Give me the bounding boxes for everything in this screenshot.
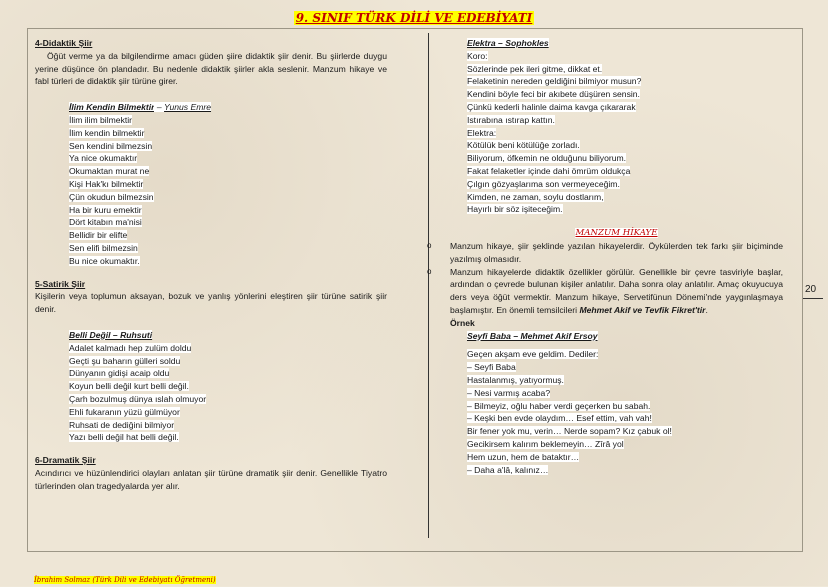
poem-line: Sözlerinde pek ileri gitme, dikkat et. <box>467 63 603 74</box>
footer-author: İbrahim Solmaz (Türk Dili ve Edebiyatı Öğretmeni) <box>34 576 216 584</box>
poem-kendin-bilmektir: İlim Kendin Bilmektir – Yunus Emre İlim ilim bilmektir İlim kendin bilmektir Sen kendini bilmezsin Ya nice okumaktır Okumaktan murat ne Kişi Hak'kı bilmektir Çün okudun bilmezsin Ha bir kuru emektir Dört kitabın ma'nisi Bellidir bir elifte Sen elifi bilmezsin Bu nice okumaktır. <box>69 102 212 266</box>
poem-elektra <box>450 37 783 216</box>
page-number: 20 <box>805 284 817 295</box>
poem-line: Kişi Hak'kı bilmektir <box>69 178 144 189</box>
poem-line: Çılgın gözyaşlarıma son vermeyeceğim. <box>467 178 620 189</box>
poem-title: Belli Değil – Ruhsuti <box>69 329 153 340</box>
bullet-item: o Manzum hikayelerde didaktik özellikler görülür. Genellikle bir çevre tasviriyle başlar, ardından o çevrede bulunan kişiler anlatılır. Daha sonra olay anlatılır. Amaç okuyucuya ders veya öğüt vermektir. Manzum hikaye, Servetifünun Dönemi'nde yaygınlaşmaya başlamıştır. En önemli temsilcileri Mehmet Akif ve Tevfik Fikret'tir. <box>427 266 783 315</box>
section-heading-didaktik: 4-Didaktik Şiir <box>35 38 93 48</box>
poem-line: Çünkü kederli halinle daima kavga çıkararak <box>467 101 636 112</box>
poem-line: Ha bir kuru emektir <box>69 204 142 215</box>
bullet-icon: o <box>427 240 432 250</box>
poem-line: Geçen akşam eve geldim. Dediler: <box>467 349 599 360</box>
poem-line: – Daha a'lâ, kalınız… <box>467 464 549 475</box>
poem-line: Hayırlı bir söz işiteceğim. <box>467 204 563 215</box>
poem-line: Gecikirsem kalırım beklemeyin… Zîrâ yol <box>467 438 624 449</box>
page-number-rule <box>803 298 823 299</box>
poem-line: İlim ilim bilmektir <box>69 114 133 125</box>
section-paragraph-dramatik: Acındırıcı ve hüzünlendirici olayları anlatan şiir türüne dramatik şiir denir. Genellikle Tiyatro türlerinden olan tragedyalarda yer alır. <box>35 467 387 491</box>
section-heading-manzum-hikaye: MANZUM HİKAYE <box>575 228 658 239</box>
example-label: Örnek <box>450 317 475 328</box>
section-heading-satirik: 5-Satirik Şiir <box>35 278 86 289</box>
poem-line: Koyun belli değil kurt belli değil. <box>69 381 189 392</box>
poem-line: Fakat felaketler içinde dahi ömrüm oldukça <box>467 165 631 176</box>
poem-line: Bellidir bir elifte <box>69 230 128 241</box>
poem-line: Bir fener yok mu, verin… Nerde sopam? Kız çabuk ol! <box>467 426 672 437</box>
poem-line: Ruhsati de dediğini bilmiyor <box>69 419 175 430</box>
poem-title: Seyfi Baba – Mehmet Akif Ersoy <box>467 330 598 341</box>
poem-line: Elektra: <box>467 127 497 138</box>
section-paragraph-didaktik: Öğüt verme ya da bilgilendirme amacı güden şiire didaktik şiir denir. Bu şiirlerde duygu yerine düşünce ön plandadır. Bu nedenle didaktik şiirler akla seslenir. Manzum hikaye ve fabl türleri de didaktik şiir türüne girer. <box>35 50 387 87</box>
poem-seyfi-baba <box>450 330 783 477</box>
poem-line: Okumaktan murat ne <box>69 166 150 177</box>
poem-line: Çarh bozulmuş dünya ıslah olmuyor <box>69 393 207 404</box>
poem-line: – Nesi varmış acaba? <box>467 387 551 398</box>
poem-line: Ehli fukaranın yüzü gülmüyor <box>69 406 180 417</box>
poem-line: Çün okudun bilmezsin <box>69 191 154 202</box>
poem-line: Dünyanın gidişi acaip oldu <box>69 368 170 379</box>
poem-author: Yunus Emre <box>164 102 212 113</box>
poem-line: Dört kitabın ma'nisi <box>69 217 142 228</box>
poem-line: Felaketinin nereden geldiğini bilmiyor musun? <box>467 76 642 87</box>
poem-line: Ya nice okumaktır <box>69 153 138 164</box>
section-heading-dramatik: 6-Dramatik Şiir <box>35 455 96 466</box>
column-divider <box>427 33 432 538</box>
poem-line: Kimden, ne zaman, soylu dostlarım, <box>467 191 604 202</box>
poem-line: Sen elifi bilmezsin <box>69 242 138 253</box>
poem-line: Sen kendini bilmezsin <box>69 140 153 151</box>
poem-line: – Seyfi Baba <box>467 362 516 373</box>
poem-title: Elektra – Sophokles <box>467 38 549 48</box>
page-title: 9. SINIF TÜRK DİLİ VE EDEBİYATI <box>295 11 533 25</box>
poem-title: İlim Kendin Bilmektir <box>69 102 155 113</box>
poem-line: Yazı belli değil hat belli değil. <box>69 432 179 443</box>
poem-line: Kendini böyle feci bir akıbete düşüren sensin. <box>467 89 640 100</box>
poem-line: Koro: <box>467 50 488 61</box>
poem-line: Geçti şu baharın gülleri soldu <box>69 355 181 366</box>
poem-line: Istırabına ıstırap kattın. <box>467 114 555 125</box>
bullet-item: o Manzum hikaye, şiir şeklinde yazılan hikayelerdir. Öykülerden tek farkı şiir biçiminde yazılmış olmasıdır. <box>427 240 783 264</box>
poem-line: Hem uzun, hem de bataktır… <box>467 451 580 462</box>
poem-line: Hastalanmış, yatıyormuş. <box>467 374 564 385</box>
poem-line: Kötülük beni kötülüğe zorladı. <box>467 140 580 151</box>
left-column <box>35 37 387 493</box>
poem-line: – Bilmeyiz, oğlu haber verdi geçerken bu sabah. <box>467 400 651 411</box>
poem-line: Adalet kalmadı hep zulüm doldu <box>69 342 192 353</box>
poem-line: İlim kendin bilmektir <box>69 127 145 138</box>
right-column <box>427 37 783 476</box>
bullet-icon: o <box>427 266 432 276</box>
poem-belli-degil <box>35 329 387 444</box>
poem-line: – Keşki ben evde olaydım… Esef ettim, vah vah! <box>467 413 652 424</box>
poem-line: Bu nice okumaktır. <box>69 255 140 266</box>
section-paragraph-satirik: Kişilerin veya toplumun aksayan, bozuk ve yanlış yönlerini eleştiren şiir türüne satirik şiir denir. <box>35 291 387 315</box>
poem-line: Biliyorum, öfkemin ne olduğunu biliyorum. <box>467 153 627 164</box>
